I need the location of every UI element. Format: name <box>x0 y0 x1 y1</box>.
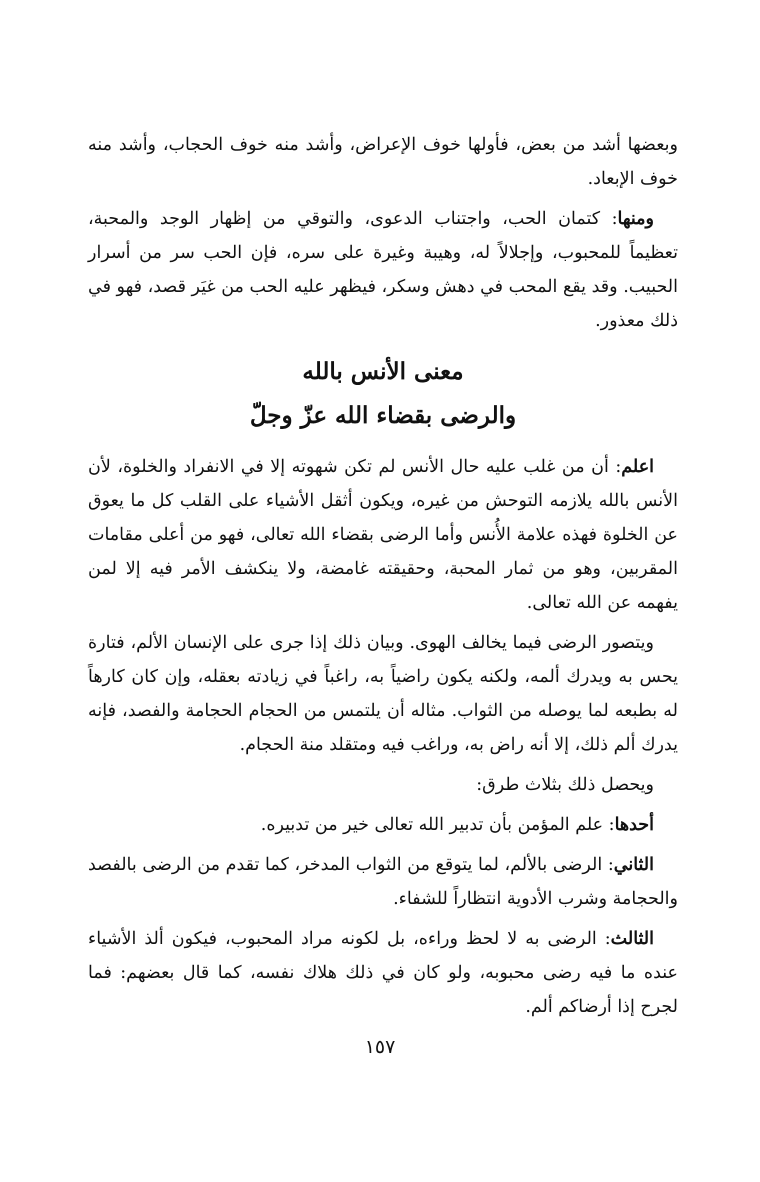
paragraph-concealing-love <box>88 202 678 338</box>
paragraph-text: ويتصور الرضى فيما يخالف الهوى. وبيان ذلك إذا جرى على الإنسان الألم، فتارة يحس به ويدرك ألمه، ولكنه يكون راضياً به، راغباً في زيادته بعقله، وإن كان كارهاً له بطبعه لما يوصله من الثواب. مثاله أن يلتمس من الحجام الحجامة والفصد، فإنه يدرك ألم ذلك، إلا أنه راض به، وراغب فيه ومتقلد منة الحجام. <box>88 633 678 755</box>
paragraph-lead: ومنها <box>617 209 654 229</box>
section-heading-line-1: معنى الأنس بالله <box>302 358 464 385</box>
paragraph-text: وبعضها أشد من بعض، فأولها خوف الإعراض، وأشد منه خوف الحجاب، وأشد منه خوف الإبعاد. <box>88 135 678 189</box>
paragraph-text: ويحصل ذلك بثلاث طرق: <box>476 775 654 795</box>
paragraph-text: : الرضى به لا لحظ وراءه، بل لكونه مراد المحبوب، فيكون ألذ الأشياء عنده ما فيه رضى محبوبه، ولو كان في ذلك هلاك نفسه، كما قال بعضهم: فما لجرح إذا أرضاكم ألم. <box>88 929 678 1017</box>
page-number: ١٥٧ <box>364 1036 396 1058</box>
paragraph-lead: الثاني <box>613 855 654 875</box>
paragraph-text: : الرضى بالألم، لما يتوقع من الثواب المدخر، كما تقدم من الرضى بالفصد والحجامة وشرب الأدوية انتظاراً للشفاء. <box>88 855 678 909</box>
section-heading <box>88 350 678 438</box>
paragraph-lead: أحدها <box>614 815 654 835</box>
paragraph-lead: الثالث <box>610 929 654 949</box>
section-heading-line-2: والرضى بقضاء الله عزّ وجلّ <box>249 402 517 429</box>
paragraph-text: : أن من غلب عليه حال الأنس لم تكن شهوته إلا في الانفراد والخلوة، لأن الأنس بالله يلازمه التوحش من غيره، ويكون أثقل الأشياء على القلب كل ما يعوق عن الخلوة فهذه علامة الأُنس وأما الرضى بقضاء الله تعالى، فهو من أعلى مقامات المقربين، وهو من ثمار المحبة، وحقيقته غامضة، ولا ينكشف الأمر فيه إلا لمن يفهمه عن الله تعالى. <box>88 457 678 613</box>
paragraph-know <box>88 450 678 620</box>
paragraph-text: : كتمان الحب، واجتناب الدعوى، والتوقي من إظهار الوجد والمحبة، تعظيماً للمحبوب، وإجلالاً له، وهيبة وغيرة على سره، فإن الحب سر من أسرار الحبيب. وقد يقع المحب في دهش وسكر، فيظهر عليه الحب من غيَر قصد، فهو في ذلك معذور. <box>88 209 678 331</box>
book-page <box>88 128 678 1030</box>
paragraph-fear-levels <box>88 128 678 196</box>
paragraph-text: : علم المؤمن بأن تدبير الله تعالى خير من تدبيره. <box>260 815 615 835</box>
paragraph-second-way <box>88 848 678 916</box>
paragraph-contentment-pain <box>88 626 678 762</box>
paragraph-lead: اعلم <box>621 457 654 477</box>
paragraph-first-way <box>88 808 678 842</box>
paragraph-third-way <box>88 922 678 1024</box>
paragraph-three-ways <box>88 768 678 802</box>
